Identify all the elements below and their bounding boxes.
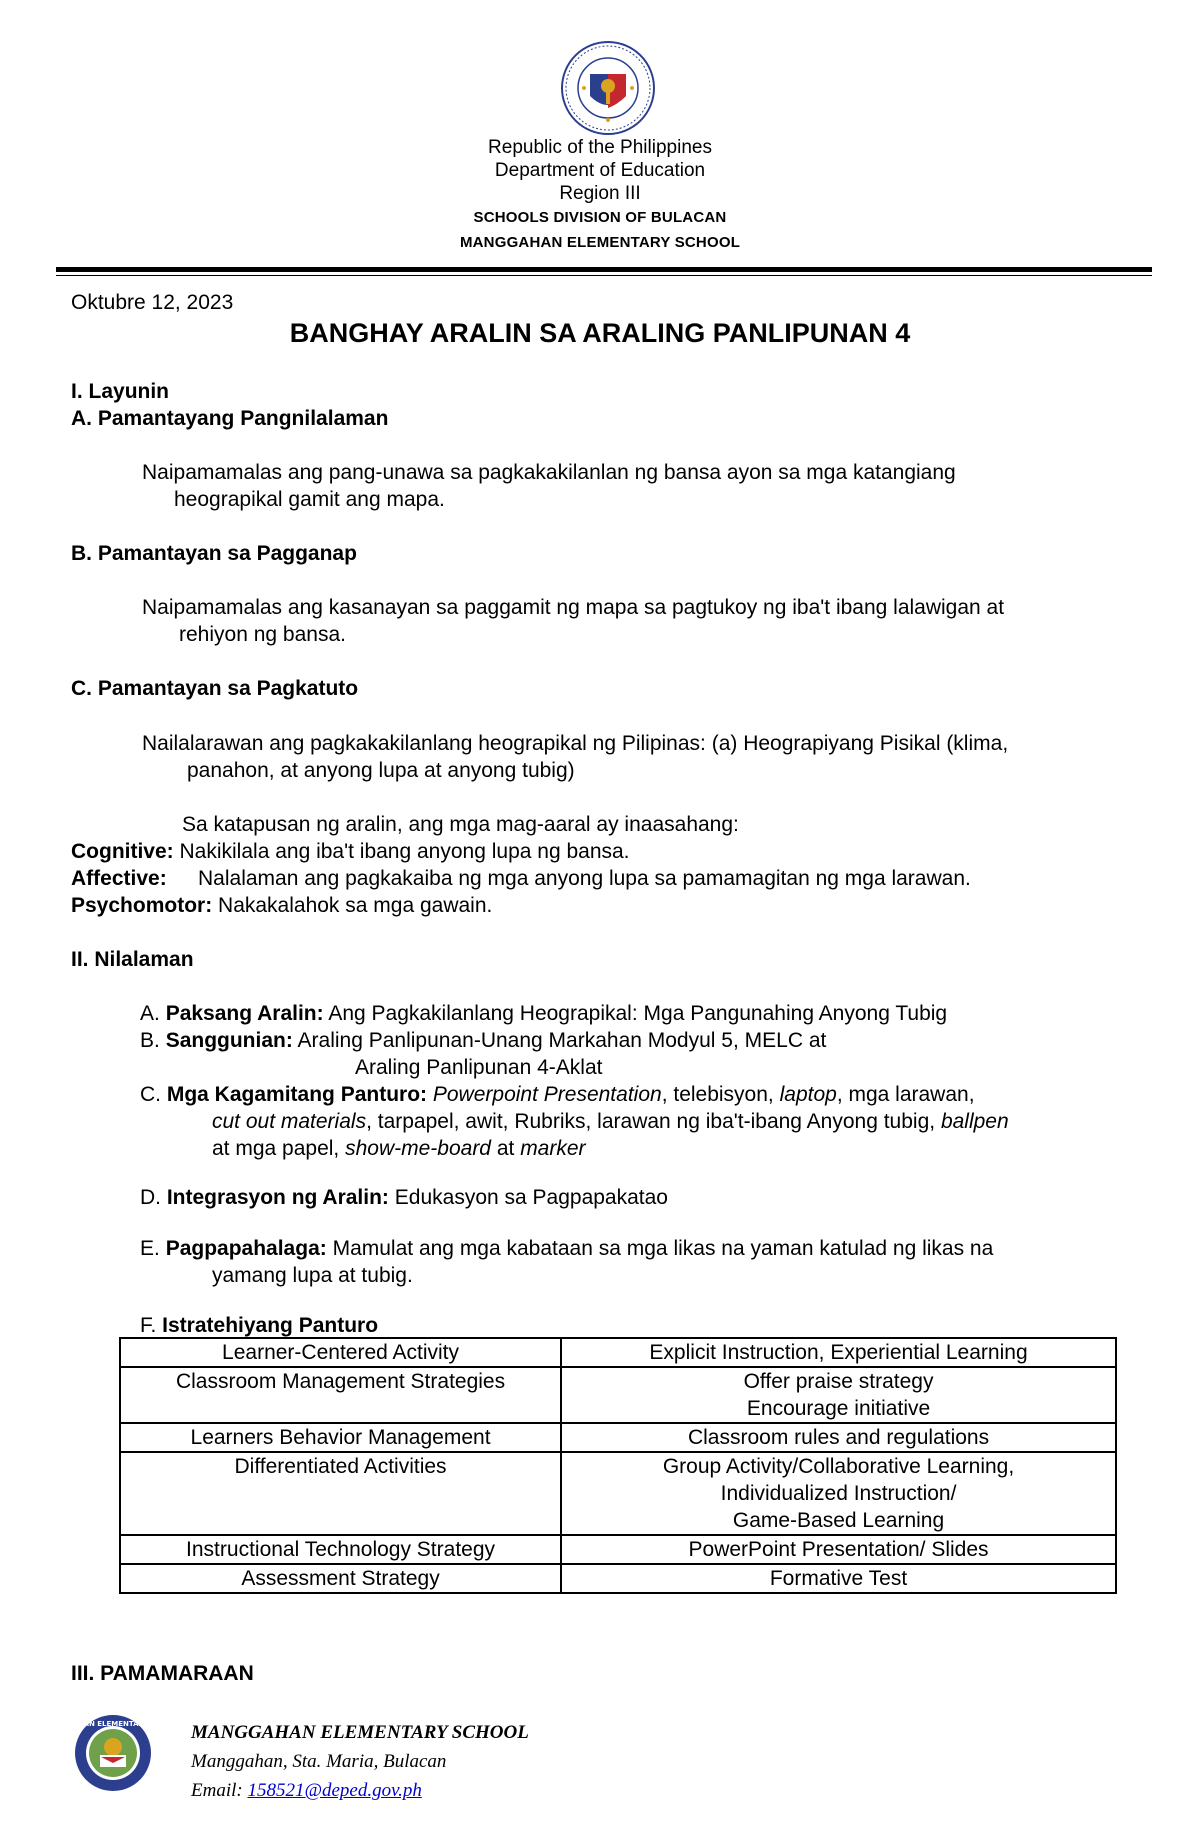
strategy-value-cell: Group Activity/Collaborative Learning, Individualized Instruction/ Game-Based Learning — [561, 1452, 1116, 1535]
strategy-row — [120, 1535, 1116, 1564]
seal-icon — [560, 40, 656, 136]
section-1b-line2: rehiyon ng bansa. — [179, 623, 346, 646]
section-1c-line1: Nailalarawan ang pagkakakilanlang heograpikal ng Pilipinas: (a) Heograpiyang Pisikal (klima, — [142, 732, 1009, 755]
strategy-name-cell: Learner-Centered Activity — [120, 1338, 561, 1367]
item-c-prefix: C. — [140, 1083, 167, 1106]
cognitive-text: Nakikilala ang iba't ibang anyong lupa ng bansa. — [173, 840, 630, 863]
section-2-heading: II. Nilalaman — [71, 948, 194, 971]
objectives-intro: Sa katapusan ng aralin, ang mga mag-aaral ay inaasahang: — [182, 813, 739, 836]
item-c-t10: at — [491, 1137, 521, 1160]
item-c-t2: , telebisyon, — [661, 1083, 780, 1106]
item-c-label: Mga Kagamitang Panturo: — [166, 1083, 428, 1106]
strategy-name-cell: Learners Behavior Management — [120, 1423, 561, 1452]
item-e-line2: yamang lupa at tubig. — [212, 1264, 413, 1287]
item-b-line2: Araling Panlipunan 4-Aklat — [355, 1056, 603, 1079]
strategy-name-cell: Assessment Strategy — [120, 1564, 561, 1593]
item-c-t5: cut out materials — [212, 1110, 367, 1133]
strategy-name-cell: Instructional Technology Strategy — [120, 1535, 561, 1564]
strategy-value-cell: Offer praise strategy Encourage initiative — [561, 1367, 1116, 1423]
psychomotor-label: Psychomotor: — [71, 894, 213, 917]
section-1b-heading: B. Pamantayan sa Pagganap — [71, 542, 357, 565]
strategy-row — [120, 1423, 1116, 1452]
item-a-prefix: A. — [140, 1002, 166, 1025]
item-a-label: Paksang Aralin: — [165, 1002, 324, 1025]
footer-email-label: Email: — [191, 1780, 248, 1801]
footer-email-link[interactable]: 158521@deped.gov.ph — [247, 1780, 422, 1801]
item-c-line3 — [212, 1135, 586, 1162]
item-b-label: Sanggunian: — [165, 1029, 293, 1052]
item-c-t1: Powerpoint Presentation — [432, 1083, 662, 1106]
strategy-value-cell: Formative Test — [561, 1564, 1116, 1593]
header-rule-thick — [56, 267, 1152, 272]
item-e-prefix: E. — [140, 1237, 166, 1260]
item-a-line — [140, 1000, 947, 1027]
strategy-name-cell: Differentiated Activities — [120, 1452, 561, 1535]
section-1b-line1: Naipamamalas ang kasanayan sa paggamit ng mapa sa pagtukoy ng iba't ibang lalawigan at — [142, 596, 1005, 619]
school-text: MANGGAHAN ELEMENTARY SCHOOL — [459, 234, 741, 251]
footer-school: MANGGAHAN ELEMENTARY SCHOOL — [191, 1722, 529, 1743]
date-text: Oktubre 12, 2023 — [71, 291, 234, 314]
school-logo-icon — [42, 1713, 184, 1793]
division-text: SCHOOLS DIVISION OF BULACAN — [473, 209, 727, 226]
affective-line — [71, 865, 167, 892]
strategy-name-cell: Classroom Management Strategies — [120, 1367, 561, 1423]
section-1a-heading: A. Pamantayang Pangnilalaman — [71, 407, 389, 430]
psychomotor-text: Nakakalahok sa mga gawain. — [212, 894, 493, 917]
item-c-t6: , tarpapel, awit, Rubriks, larawan ng iba't-ibang Anyong tubig, — [366, 1110, 941, 1133]
cognitive-line — [71, 838, 630, 865]
strategy-row — [120, 1564, 1116, 1593]
item-c-t11: marker — [520, 1137, 586, 1160]
item-e-text: Mamulat ang mga kabataan sa mga likas na yaman katulad ng likas na — [326, 1237, 994, 1260]
item-b-text: Araling Panlipunan-Unang Markahan Modyul 5, MELC at — [292, 1029, 827, 1052]
item-f-label: Istratehiyang Panturo — [162, 1314, 379, 1337]
school-logo-text: MANGGAHAN ELEMENTARY SCHOOL — [42, 1720, 184, 1728]
item-d-label: Integrasyon ng Aralin: — [166, 1186, 389, 1209]
footer-address: Manggahan, Sta. Maria, Bulacan — [191, 1751, 447, 1772]
section-3-heading: III. PAMAMARAAN — [71, 1662, 254, 1685]
item-f-prefix: F. — [140, 1314, 163, 1337]
republic-text: Republic of the Philippines — [488, 137, 712, 158]
strategy-row — [120, 1338, 1116, 1367]
strategy-value-cell: PowerPoint Presentation/ Slides — [561, 1535, 1116, 1564]
section-1a-line1: Naipamamalas ang pang-unawa sa pagkakakilanlan ng bansa ayon sa mga katangiang — [142, 461, 956, 484]
strategy-value-cell: Classroom rules and regulations — [561, 1423, 1116, 1452]
section-1a-line2: heograpikal gamit ang mapa. — [174, 488, 445, 511]
section-1-heading: I. Layunin — [71, 380, 170, 403]
school-logo — [42, 1713, 184, 1793]
item-c-t7: ballpen — [940, 1110, 1009, 1133]
affective-label: Affective: — [71, 867, 167, 890]
item-d-line — [140, 1184, 668, 1211]
strategy-row — [120, 1452, 1116, 1535]
strategy-value-cell: Explicit Instruction, Experiential Learning — [561, 1338, 1116, 1367]
item-d-text: Edukasyon sa Pagpapakatao — [388, 1186, 668, 1209]
footer-email-line — [191, 1776, 422, 1805]
strategy-table — [119, 1337, 1117, 1594]
item-b-line — [140, 1027, 826, 1054]
deped-seal — [560, 40, 656, 136]
item-c-t3: laptop — [779, 1083, 837, 1106]
section-1c-heading: C. Pamantayan sa Pagkatuto — [71, 677, 359, 700]
item-b-prefix: B. — [140, 1029, 166, 1052]
header-rule-thin — [56, 275, 1152, 276]
region-text: Region III — [559, 183, 641, 204]
cognitive-label: Cognitive: — [71, 840, 174, 863]
section-1c-line2: panahon, at anyong lupa at anyong tubig) — [187, 759, 575, 782]
item-c-t4: , mga larawan, — [836, 1083, 975, 1106]
page-title: BANGHAY ARALIN SA ARALING PANLIPUNAN 4 — [289, 318, 911, 348]
department-text: Department of Education — [494, 160, 706, 181]
affective-text: Nalalaman ang pagkakaiba ng mga anyong lupa sa pamamagitan ng mga larawan. — [198, 867, 971, 890]
item-a-text: Ang Pagkakilanlang Heograpikal: Mga Pangunahing Anyong Tubig — [323, 1002, 948, 1025]
item-c-t8: at mga papel, — [212, 1137, 346, 1160]
psychomotor-line — [71, 892, 492, 919]
item-f-line — [140, 1312, 378, 1339]
item-e-line — [140, 1235, 993, 1262]
item-d-prefix: D. — [140, 1186, 167, 1209]
item-c-t9: show-me-board — [345, 1137, 491, 1160]
item-e-label: Pagpapahalaga: — [165, 1237, 327, 1260]
strategy-row — [120, 1367, 1116, 1423]
item-c-line1 — [140, 1081, 1132, 1108]
item-c-line2 — [212, 1108, 1009, 1135]
